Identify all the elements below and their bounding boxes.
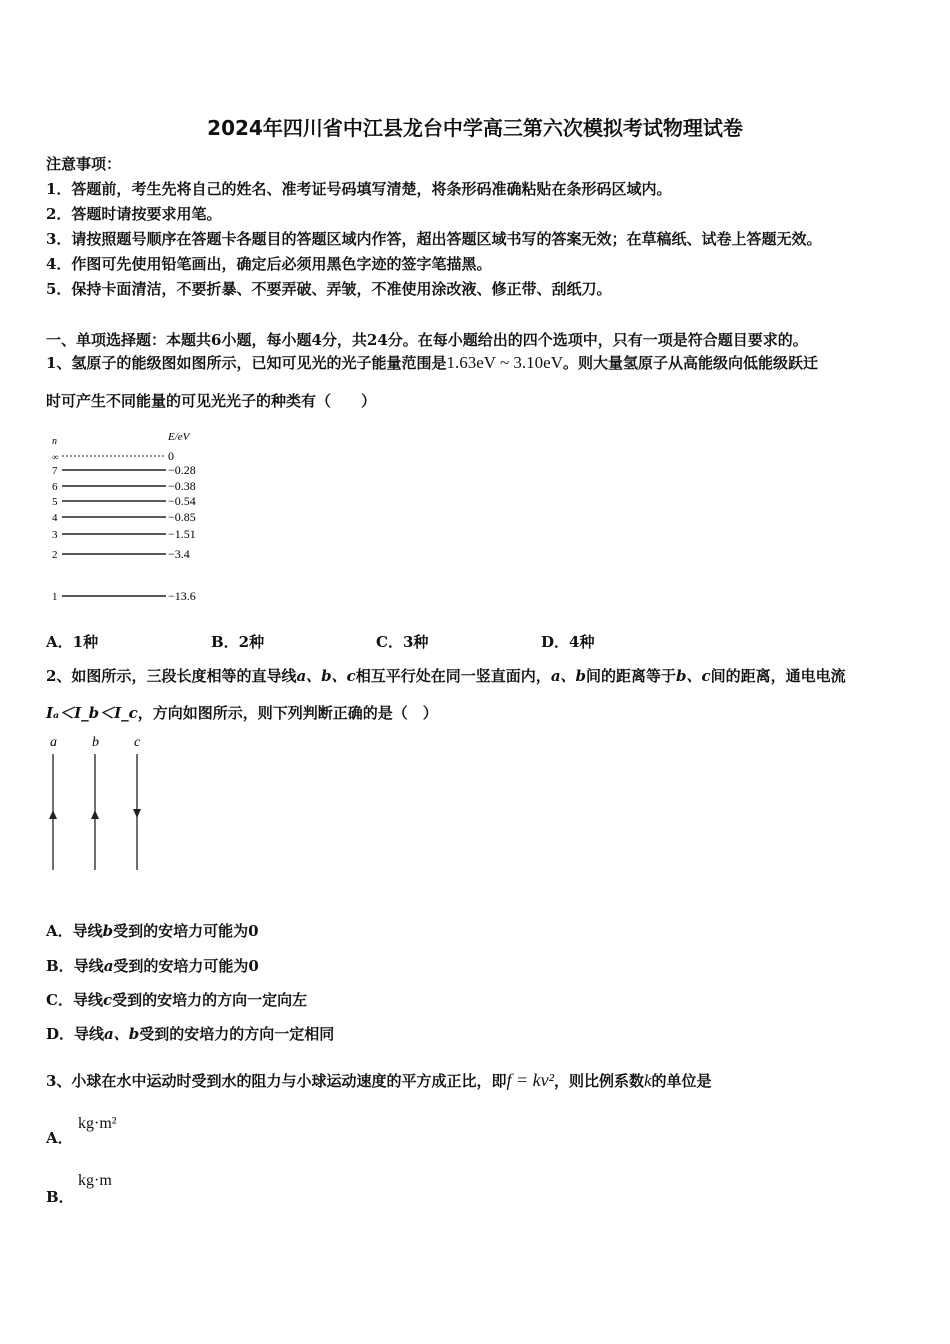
notice-item-1: 1．答题前，考生先将自己的姓名、准考证号码填写清楚，将条形码准确粘贴在条形码区域内。: [46, 180, 672, 198]
wire-label-a: a: [50, 735, 57, 750]
energy-level-diagram: [46, 428, 216, 608]
q1-option-d[interactable]: D．4种: [541, 633, 595, 651]
level-n-label: 6: [52, 481, 58, 493]
level-energy-label: −1.51: [168, 527, 196, 541]
q3-stem: 3、小球在水中运动时受到水的阻力与小球运动速度的平方成正比，即f = kv²，则比例系数k的单位是: [46, 1070, 712, 1090]
q3-option-a-label[interactable]: A．: [46, 1129, 73, 1147]
notice-item-5: 5．保持卡面清洁，不要折暴、不要弄破、弄皱，不准使用涂改液、修正带、刮纸刀。: [46, 280, 612, 298]
level-energy-label: 0: [168, 449, 174, 463]
wire-label-c: c: [134, 735, 141, 750]
level-n-label: ∞: [52, 452, 59, 462]
notice-item-3: 3．请按照题号顺序在答题卡各题目的答题区域内作答，超出答题区域书写的答案无效；在草稿纸、试卷上答题无效。: [46, 230, 822, 248]
q1-option-c[interactable]: C．3种: [376, 633, 429, 651]
level-n-label: 2: [52, 549, 58, 561]
level-energy-label: −13.6: [168, 589, 196, 603]
notice-heading: 注意事项：: [46, 155, 122, 173]
level-n-label: 4: [52, 512, 58, 524]
q3-option-a-unit[interactable]: kg·m²: [78, 1115, 117, 1132]
section-heading: 一、单项选择题：本题共6小题，每小题4分，共24分。在每小题给出的四个选项中，只有一项是符合题目要求的。: [46, 331, 808, 349]
parallel-wires-diagram: [40, 732, 160, 877]
level-n-label: 7: [52, 465, 58, 477]
q2-stem-line1: 2、如图所示，三段长度相等的直导线a、b、c相互平行处在同一竖直面内，a、b间的距离等于b、c间的距离，通电电流: [46, 667, 846, 685]
level-energy-label: −0.85: [168, 510, 196, 524]
current-arrow-down-icon: [133, 809, 141, 818]
q1-energy-range: 1.63eV ~ 3.10eV: [446, 353, 563, 372]
q2-stem-line2: Iₐ＜I_b＜I_c，方向如图所示，则下列判断正确的是（ ）: [46, 704, 438, 722]
q1-stem-line2: 时可产生不同能量的可见光光子的种类有（ ）: [46, 392, 377, 410]
q3-option-b-unit[interactable]: kg·m: [78, 1172, 112, 1189]
q1-option-a[interactable]: A．1种: [46, 633, 99, 651]
q1-stem-line1: 1、氢原子的能级图如图所示，已知可见光的光子能量范围是1.63eV ~ 3.10eV。则大量氢原子从高能级向低能级跃迁: [46, 353, 819, 372]
level-energy-label: −3.4: [168, 547, 190, 561]
n-axis-label: n: [52, 436, 57, 447]
level-n-label: 3: [52, 529, 58, 541]
page-title: 2024年四川省中江县龙台中学高三第六次模拟考试物理试卷: [207, 116, 743, 140]
q2-option-c[interactable]: C．导线c受到的安培力的方向一定向左: [46, 991, 308, 1009]
wire-label-b: b: [92, 735, 99, 750]
q2-option-d[interactable]: D．导线a、b受到的安培力的方向一定相同: [46, 1025, 335, 1043]
q3-k: k: [644, 1071, 652, 1090]
level-energy-label: −0.54: [168, 494, 196, 508]
q2-option-b[interactable]: B．导线a受到的安培力可能为0: [46, 957, 259, 975]
current-arrow-up-icon: [91, 810, 99, 819]
q2-option-a[interactable]: A．导线b受到的安培力可能为0: [46, 922, 259, 940]
q3-formula: f = kv²: [506, 1070, 554, 1090]
notice-item-2: 2．答题时请按要求用笔。: [46, 205, 222, 223]
energy-axis-label: E/eV: [168, 431, 190, 443]
level-energy-label: −0.28: [168, 463, 196, 477]
level-energy-label: −0.38: [168, 479, 196, 493]
current-relation: Iₐ＜I_b＜I_c: [46, 704, 138, 722]
q3-option-b-label[interactable]: B．: [46, 1188, 74, 1206]
current-arrow-up-icon: [49, 810, 57, 819]
level-n-label: 5: [52, 496, 58, 508]
level-n-label: 1: [52, 591, 58, 603]
q1-option-b[interactable]: B．2种: [211, 633, 265, 651]
notice-item-4: 4．作图可先使用铅笔画出，确定后必须用黑色字迹的签字笔描黑。: [46, 255, 492, 273]
